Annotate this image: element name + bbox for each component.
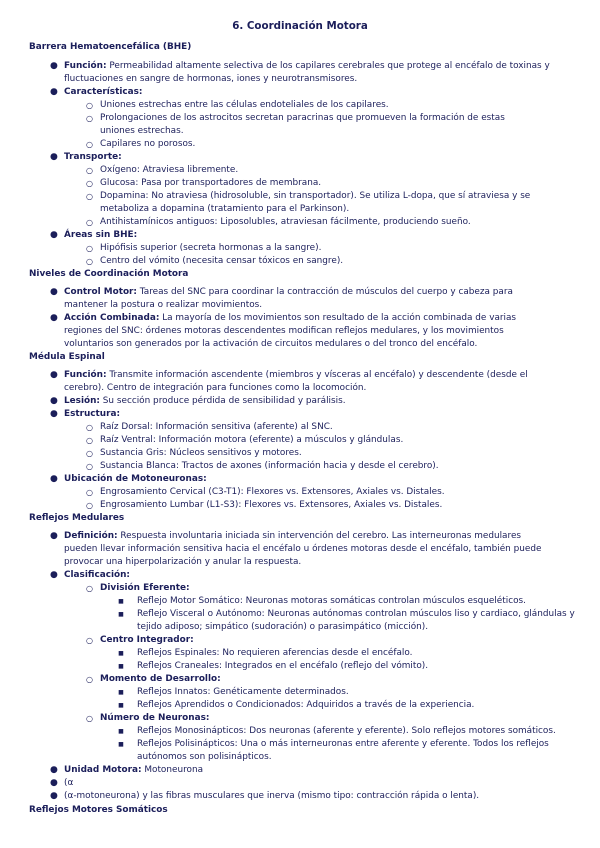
circle-bullet-icon: ○ [86,179,93,188]
list-item: División Eferente: [100,583,190,593]
square-bullet-icon: ■ [118,741,124,748]
bullet-icon: ● [50,87,58,97]
circle-bullet-icon: ○ [86,449,93,458]
bullet-icon: ● [50,313,58,323]
circle-bullet-icon: ○ [86,192,93,201]
list-item: Función: Transmite información ascendente (miembros y vísceras al encéfalo) y descendente (desde el cerebro). Centro de integración para funciones como la locomoción. [64,370,528,393]
square-bullet-icon: ■ [118,650,124,657]
bullet-icon: ● [50,152,58,162]
list-item: Acción Combinada: La mayoría de los movimientos son resultado de la acción combinada de varias regiones del SNC: órdenes motoras descendentes modifican reflejos medulares, y los movimientos voluntarios son generados por la activación de circuitos medulares o del tronco del encéfalo. [64,313,517,349]
list-item: (α-motoneurona) y las fibras musculares que inerva (mismo tipo: contracción rápida o lenta). [64,791,480,801]
bullet-icon: ● [50,765,58,775]
page-title: 6. Coordinación Motora [232,20,368,32]
list-item: Función: Permeabilidad altamente selectiva de los capilares cerebrales que protege al encéfalo de toxinas y fluctuaciones en sangre de hormonas, iones y neurotransmisores. [64,61,550,84]
list-item: Sustancia Blanca: Tractos de axones (información hacia y desde el cerebro). [100,461,439,471]
list-item: Clasificación: [64,570,130,580]
square-bullet-icon: ■ [118,728,124,735]
list-item: Ubicación de Motoneuronas: [64,474,207,484]
circle-bullet-icon: ○ [86,423,93,432]
square-bullet-icon: ■ [118,689,124,696]
section-heading-medula: Médula Espinal [29,352,105,362]
circle-bullet-icon: ○ [86,257,93,266]
circle-bullet-icon: ○ [86,462,93,471]
list-item: Sustancia Gris: Núcleos sensitivos y motores. [100,448,302,458]
list-item: Control Motor: Tareas del SNC para coordinar la contracción de músculos del cuerpo y cabeza para mantener la postura o realizar movimientos. [64,287,513,310]
list-item: Definición: Respuesta involuntaria iniciada sin intervención del cerebro. Las interneuronas medulares pueden llevar información sensitiva hacia el encéfalo u órdenes motoras desde el encéfalo, también puede provocar una hiperpolarización y anular la respuesta. [64,531,542,567]
list-item: Áreas sin BHE: [64,230,138,240]
section-heading-somaticos: Reflejos Motores Somáticos [29,805,168,815]
list-item: Unidad Motora: Motoneurona [64,765,204,775]
list-item: Reflejos Aprendidos o Condicionados: Adquiridos a través de la experiencia. [137,700,475,710]
bullet-icon: ● [50,230,58,240]
bullet-icon: ● [50,474,58,484]
list-item: Lesión: Su sección produce pérdida de sensibilidad y parálisis. [64,396,346,406]
section-heading-reflejos: Reflejos Medulares [29,513,125,523]
bullet-icon: ● [50,531,58,541]
section-heading-niveles: Niveles de Coordinación Motora [29,269,189,279]
list-item: Número de Neuronas: [100,713,210,723]
circle-bullet-icon: ○ [86,218,93,227]
circle-bullet-icon: ○ [86,488,93,497]
circle-bullet-icon: ○ [86,101,93,110]
bullet-icon: ● [50,370,58,380]
list-item: Reflejo Visceral o Autónomo: Neuronas autónomas controlan músculos liso y cardiaco, glándulas y tejido adiposo; simpático (sudoración) o parasimpático (micción). [137,609,575,632]
bullet-icon: ● [50,61,58,71]
list-item: Prolongaciones de los astrocitos secretan paracrinas que promueven la formación de estas uniones estrechas. [100,113,505,136]
bullet-icon: ● [50,396,58,406]
list-item: Características: [64,87,143,97]
list-item: (α [64,778,74,788]
list-item: Reflejo Motor Somático: Neuronas motoras somáticas controlan músculos esqueléticos. [137,596,526,606]
bullet-icon: ● [50,570,58,580]
list-item: Antihistamínicos antiguos: Liposolubles, atraviesan fácilmente, produciendo sueño. [100,217,471,227]
list-item: Raíz Ventral: Información motora (eferente) a músculos y glándulas. [100,435,404,445]
list-item: Centro del vómito (necesita censar tóxicos en sangre). [100,256,344,266]
list-item: Hipófisis superior (secreta hormonas a la sangre). [100,243,322,253]
square-bullet-icon: ■ [118,663,124,670]
circle-bullet-icon: ○ [86,501,93,510]
list-item: Capilares no porosos. [100,139,196,149]
circle-bullet-icon: ○ [86,584,93,593]
circle-bullet-icon: ○ [86,436,93,445]
square-bullet-icon: ■ [118,598,124,605]
bullet-icon: ● [50,409,58,419]
bullet-icon: ● [50,287,58,297]
list-item: Transporte: [64,152,122,162]
list-item: Raíz Dorsal: Información sensitiva (aferente) al SNC. [100,422,333,432]
circle-bullet-icon: ○ [86,114,93,123]
list-item: Dopamina: No atraviesa (hidrosoluble, sin transportador). Se utiliza L-dopa, que sí atraviesa y se metaboliza a dopamina (tratamiento para el Parkinson). [100,191,531,214]
list-item: Glucosa: Pasa por transportadores de membrana. [100,178,322,188]
circle-bullet-icon: ○ [86,244,93,253]
list-item: Reflejos Polisinápticos: Una o más interneuronas entre aferente y eferente. Todos los reflejos autónomos son polisinápticos. [137,739,549,762]
list-item: Reflejos Craneales: Integrados en el encéfalo (reflejo del vómito). [137,661,429,671]
square-bullet-icon: ■ [118,611,124,618]
list-item: Engrosamiento Cervical (C3-T1): Flexores vs. Extensores, Axiales vs. Distales. [100,487,445,497]
circle-bullet-icon: ○ [86,636,93,645]
circle-bullet-icon: ○ [86,714,93,723]
circle-bullet-icon: ○ [86,675,93,684]
square-bullet-icon: ■ [118,702,124,709]
list-item: Estructura: [64,409,121,419]
bullet-icon: ● [50,791,58,801]
circle-bullet-icon: ○ [86,140,93,149]
section-heading-bhe: Barrera Hematoencefálica (BHE) [29,42,192,52]
list-item: Reflejos Espinales: No requieren aferencias desde el encéfalo. [137,648,413,658]
bullet-icon: ● [50,778,58,788]
list-item: Reflejos Monosinápticos: Dos neuronas (aferente y eferente). Solo reflejos motores somáticos. [137,726,556,736]
list-item: Uniones estrechas entre las células endoteliales de los capilares. [100,100,389,110]
list-item: Reflejos Innatos: Genéticamente determinados. [137,687,349,697]
list-item: Oxígeno: Atraviesa libremente. [100,165,239,175]
list-item: Engrosamiento Lumbar (L1-S3): Flexores vs. Extensores, Axiales vs. Distales. [100,500,443,510]
circle-bullet-icon: ○ [86,166,93,175]
list-item: Centro Integrador: [100,635,194,645]
list-item: Momento de Desarrollo: [100,674,221,684]
